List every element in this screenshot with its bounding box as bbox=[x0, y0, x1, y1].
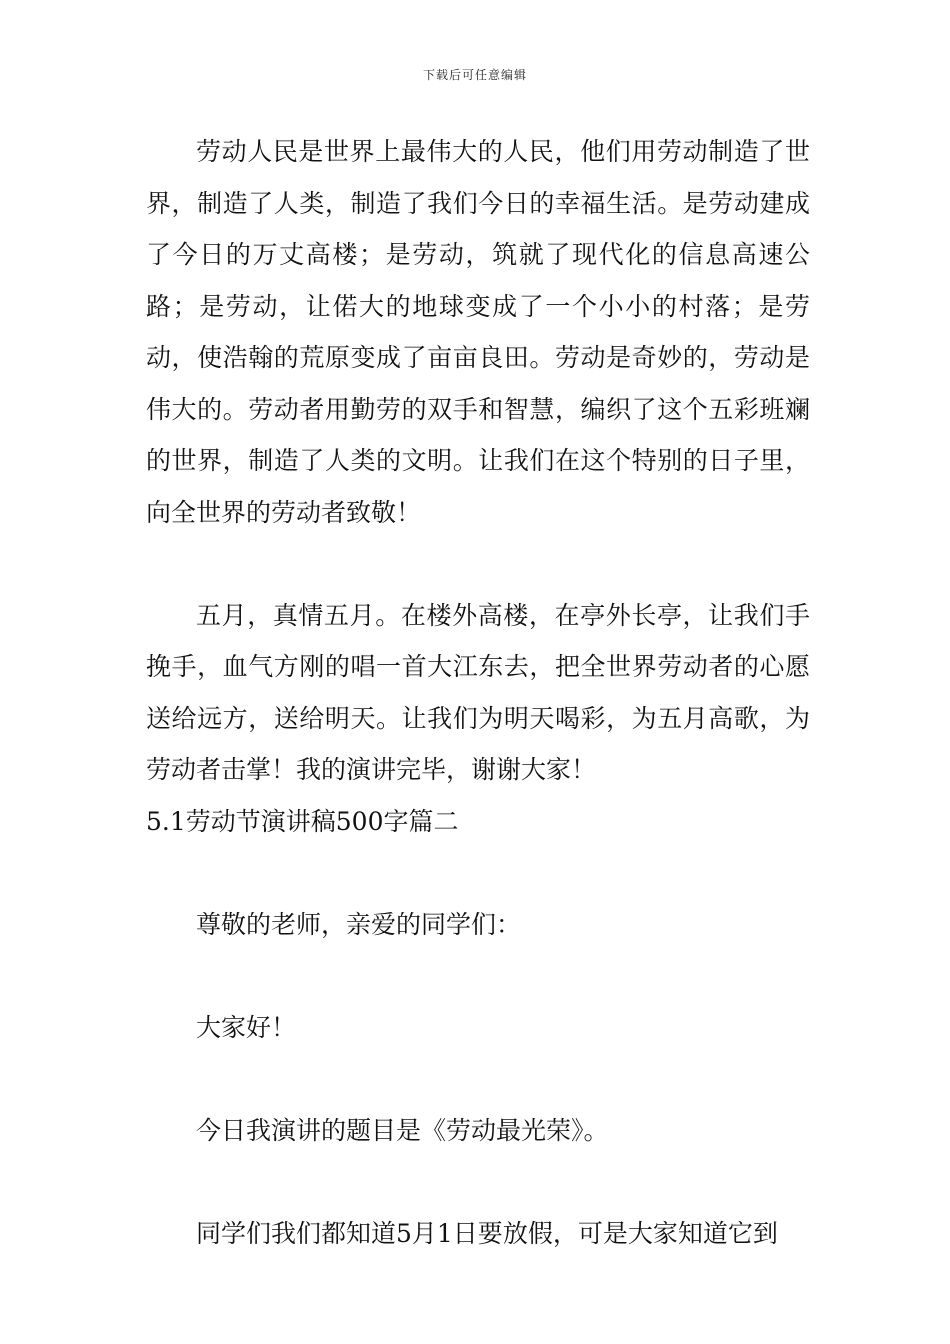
paragraph-labor-praise: 劳动人民是世界上最伟大的人民，他们用劳动制造了世界，制造了人类，制造了我们今日的幸福生活。是劳动建成了今日的万丈高楼；是劳动，筑就了现代化的信息高速公路；是劳动，让偌大的地球变成了一个小小的村落；是劳动，使浩翰的荒原变成了亩亩良田。劳动是奇妙的，劳动是伟大的。劳动者用勤劳的双手和智慧，编织了这个五彩班斓的世界，制造了人类的文明。让我们在这个特别的日子里，向全世界的劳动者致敬！ bbox=[146, 137, 810, 527]
speech-topic: 今日我演讲的题目是《劳动最光荣》。 bbox=[196, 1115, 609, 1145]
section-title: 5.1劳动节演讲稿500字篇二 bbox=[146, 806, 459, 836]
paragraph-may-day-intro: 同学们我们都知道5月1日要放假，可是大家知道它到 bbox=[196, 1218, 778, 1248]
document-body bbox=[146, 126, 810, 1259]
greeting: 大家好！ bbox=[196, 1012, 297, 1042]
page-header: 下载后可任意编辑 bbox=[422, 68, 527, 82]
paragraph-may-closing: 五月，真情五月。在楼外高楼，在亭外长亭，让我们手挽手，血气方刚的唱一首大江东去，把全世界劳动者的心愿送给远方，送给明天。让我们为明天喝彩，为五月高歌，为劳动者击掌！我的演讲完毕，谢谢大家！ bbox=[146, 600, 810, 784]
salutation: 尊敬的老师，亲爱的同学们： bbox=[196, 909, 522, 939]
